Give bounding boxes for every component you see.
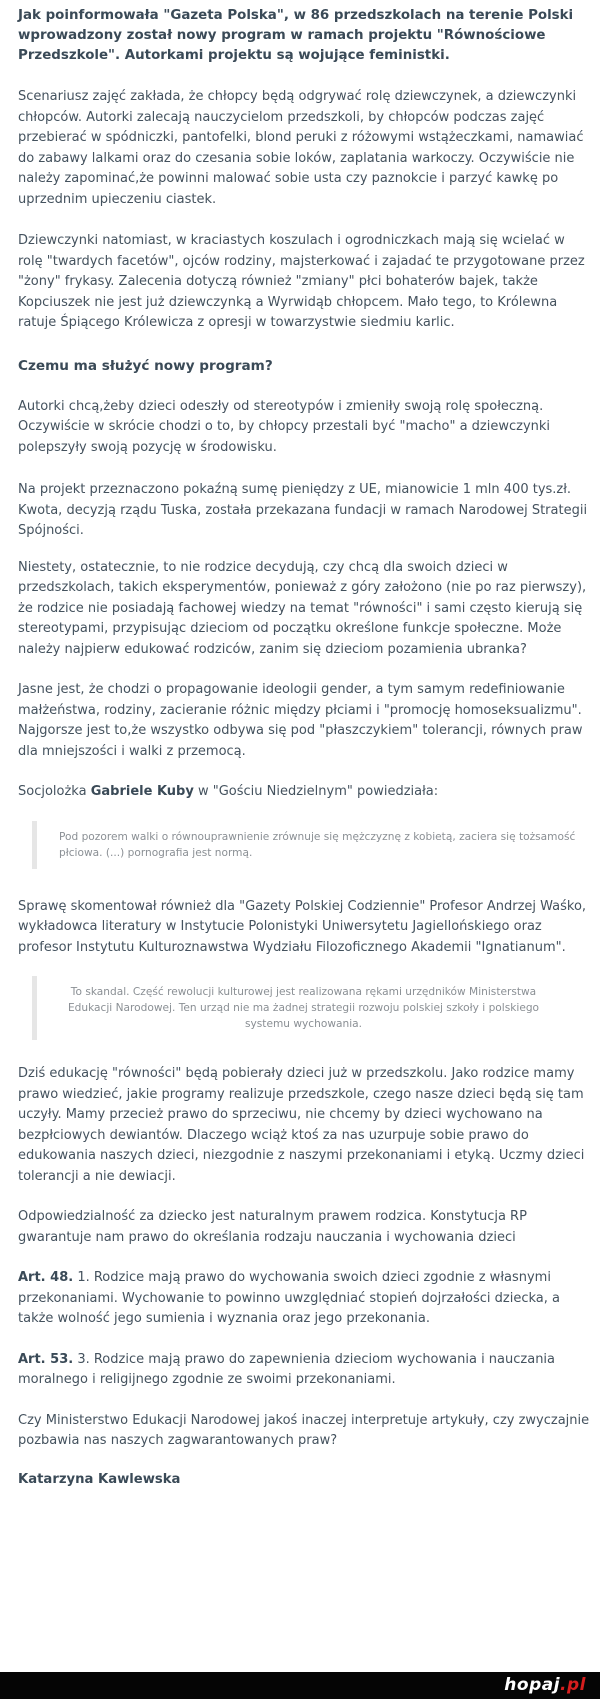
paragraph-7-post: w "Gościu Niedzielnym" powiedziała: (193, 784, 439, 799)
site-logo-main: hopaj (504, 1675, 561, 1695)
paragraph-6: Jasne jest, że chodzi o propagowanie ideologii gender, a tym samym redefiniowanie małżeństwa, rodziny, zacieranie różnic między płciami i "promocję homoseksualizmu". Najgorsze jest to,że wszystko odbywa się pod "płaszczykiem" tolerancji, równych praw dla mniejszości i walki z przemocą. (18, 682, 583, 759)
site-footer-bar (0, 1672, 600, 1699)
paragraph-4: Na projekt przeznaczono pokaźną sumę pieniędzy z UE, mianowicie 1 mln 400 tys.zł. Kwota, decyzją rządu Tuska, została przekazana fundacji w ramach Narodowej Strategii Spójności. (18, 482, 588, 538)
article-53 (18, 1350, 590, 1391)
article-lead: Jak poinformowała "Gazeta Polska", w 86 przedszkolach na terenie Polski wprowadzony został nowy program w ramach projektu "Równościowe Przedszkole". Autorkami projektu są wojujące feministki. (18, 8, 574, 63)
site-logo[interactable] (504, 1675, 586, 1695)
blockquote-1: Pod pozorem walki o równouprawnienie zrównuje się mężczyznę z kobietą, zaciera się tożsamość płciowa. (...) pornografia jest normą. (32, 821, 590, 869)
article-author: Katarzyna Kawlewska (18, 1471, 181, 1487)
article (18, 0, 590, 1500)
paragraph-8: Sprawę skomentował również dla "Gazety Polskiej Codziennie" Profesor Andrzej Waśko, wykładowca literatury w Instytucie Polonistyki Uniwersytetu Jagiellońskiego oraz profesor Instytutu Kulturoznawstwa Wydziału Filozoficznego Akademii "Ignatianum". (18, 898, 587, 955)
paragraph-11: Czy Ministerstwo Edukacji Narodowej jakoś inaczej interpretuje artykuły, czy zwyczajnie pozbawia nas naszych zagwarantowanych praw? (18, 1412, 590, 1448)
article-53-label: Art. 53. (18, 1351, 74, 1367)
paragraph-1: Scenariusz zajęć zakłada, że chłopcy będą odgrywać rolę dziewczynek, a dziewczynki chłopców. Autorki zalecają nauczycielom przedszkoli, by chłopców podczas zajęć przebierać w spódniczki, pantofelki, blond peruki z różowymi wstążeczkami, namawiać do zabawy lalkami oraz do czesania sobie loków, zaplatania warkoczy. Oczywiście nie należy zapominać,że powinni malować sobie usta czy paznokcie i parzyć kawkę po uprzednim upieczeniu ciastek. (18, 89, 584, 207)
blockquote-2: To skandal. Część rewolucji kulturowej jest realizowana rękami urzędników Ministerstwa Edukacji Narodowej. Ten urząd nie ma żadnej strategii rozwoju polskiej szkoły i polskiego systemu wychowania. (32, 976, 590, 1040)
article-48-text: 1. Rodzice mają prawo do wychowania swoich dzieci zgodnie z własnymi przekonaniami. Wychowanie to powinno uwzględniać stopień dojrzałości dziecka, a także wolność jego sumienia i wyznania oraz jego przekonania. (18, 1270, 560, 1326)
paragraph-10: Odpowiedzialność za dziecko jest naturalnym prawem rodzica. Konstytucja RP gwarantuje nam prawo do określania rodzaju nauczania i wychowania dzieci (18, 1209, 527, 1245)
paragraph-5: Niestety, ostatecznie, to nie rodzice decydują, czy chcą dla swoich dzieci w przedszkolach, takich eksperymentów, ponieważ z góry założono (nie po raz pierwszy), że rodzice nie posiadają fachowej wiedzy na temat "równości" i sami często kierują się stereotypami, przypisując dzieciom od początku określone funkcje społeczne. Może należy najpierw edukować rodziców, zanim się dzieciom pozamienia ubranka? (18, 559, 587, 657)
paragraph-7 (18, 782, 590, 803)
paragraph-3: Autorki chcą,żeby dzieci odeszły od stereotypów i zmieniły swoją rolę społeczną. Oczywiście w skrócie chodzi o to, by chłopcy przestali być "macho" a dziewczynki polepszyły swoją pozycję w środowisku. (18, 398, 551, 455)
article-48-label: Art. 48. (18, 1270, 74, 1285)
article-53-text: 3. Rodzice mają prawo do zapewnienia dzieciom wychowania i nauczania moralnego i religijnego zgodnie ze swoimi przekonaniami. (18, 1351, 556, 1387)
quoted-person-name: Gabriele Kuby (90, 784, 194, 799)
site-logo-tld: .pl (560, 1675, 586, 1695)
article-48 (18, 1268, 590, 1330)
paragraph-7-pre: Socjolożka (18, 784, 91, 799)
paragraph-2: Dziewczynki natomiast, w kraciastych koszulach i ogrodniczkach mają się wcielać w rolę "twardych facetów", ojców rodziny, majsterkować i zajadać te przygotowane przez "żony" frykasy. Zalecenia dotyczą również "zmiany" płci bohaterów bajek, także Kopciuszek nie jest już dziewczynką a Wyrwidąb chłopcem. Mało tego, to Królewna ratuje Śpiącego Królewicza z opresji w towarzystwie siedmiu karlic. (18, 233, 585, 330)
paragraph-9: Dziś edukację "równości" będą pobierały dzieci już w przedszkolu. Jako rodzice mamy prawo wiedzieć, jakie programy realizuje przedszkole, czego nasze dzieci będą się tam uczyły. Mamy przecież prawo do sprzeciwu, nie chcemy by dzieci wychowano na bezpłciowych dewiantów. Dlaczego wciąż ktoś za nas uzurpuje sobie prawo do edukowania naszych dzieci, niezgodnie z naszymi przekonaniami i etyką. Uczmy dzieci tolerancji a nie dewiacji. (18, 1066, 585, 1184)
section-heading: Czemu ma służyć nowy program? (18, 357, 273, 374)
